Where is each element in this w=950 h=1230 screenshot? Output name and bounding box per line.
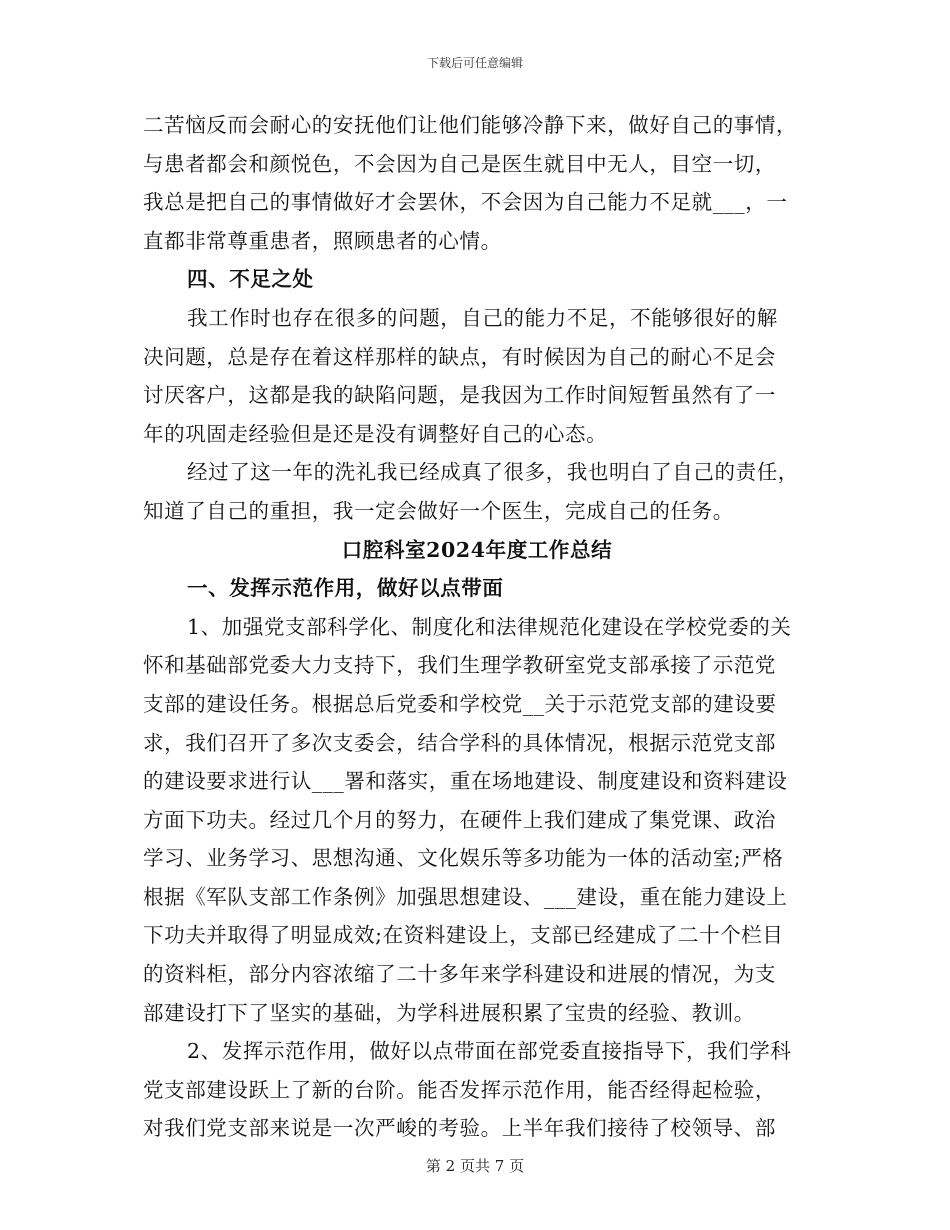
paragraph xyxy=(143,299,811,453)
text-line: 经过了这一年的洗礼我已经成真了很多，我也明白了自己的责任， xyxy=(187,460,799,485)
text-line: 支部的建设任务。根据总后党委和学校党__关于示范党支部的建设要 xyxy=(143,691,777,716)
document-body xyxy=(143,106,811,1148)
text-line: 学习、业务学习、思想沟通、文化娱乐等多功能为一体的活动室;严格 xyxy=(143,846,784,871)
text-line: 我工作时也存在很多的问题，自己的能力不足，不能够很好的解 xyxy=(187,305,778,330)
paragraph xyxy=(143,1032,811,1148)
text-line: 下功夫并取得了明显成效;在资料建设上，支部已经建成了二十个栏目 xyxy=(143,923,784,948)
text-line: 方面下功夫。经过几个月的努力，在硬件上我们建成了集党课、政治 xyxy=(143,807,776,832)
text-line: 党支部建设跃上了新的台阶。能否发挥示范作用，能否经得起检验， xyxy=(143,1077,776,1102)
text-line: 直都非常尊重患者，照顾患者的心情。 xyxy=(143,228,502,253)
section-heading xyxy=(143,569,811,608)
text-line: 讨厌客户，这都是我的缺陷问题，是我因为工作时间短暂虽然有了一 xyxy=(143,383,776,408)
text-line: 1、加强党支部科学化、制度化和法律规范化建设在学校党委的关 xyxy=(187,614,792,639)
document-title xyxy=(143,531,811,570)
text-line: 四、不足之处 xyxy=(187,267,314,292)
section-heading xyxy=(143,260,811,299)
page-footer: 第 2 页共 7 页 xyxy=(425,1157,525,1175)
text-line: 的建设要求进行认___署和落实，重在场地建设、制度建设和资料建设 xyxy=(143,769,788,794)
text-line: 部建设打下了坚实的基础，为学科进展积累了宝贵的经验、教训。 xyxy=(143,1000,755,1025)
text-line: 一、发挥示范作用，做好以点带面 xyxy=(187,576,504,601)
text-line: 年的巩固走经验但是还是没有调整好自己的心态。 xyxy=(143,421,608,446)
text-line: 与患者都会和颜悦色，不会因为自己是医生就目中无人，目空一切， xyxy=(143,151,776,176)
text-line: 的资料柜，部分内容浓缩了二十多年来学科建设和进展的情况，为支 xyxy=(143,962,776,987)
text-line: 2、发挥示范作用，做好以点带面在部党委直接指导下，我们学科 xyxy=(187,1039,792,1064)
paragraph xyxy=(143,106,811,260)
paragraph xyxy=(143,608,811,1033)
text-line: 二苦恼反而会耐心的安抚他们让他们能够冷静下来，做好自己的事情， xyxy=(143,113,798,137)
text-line: 求，我们召开了多次支委会，结合学科的具体情况，根据示范党支部 xyxy=(143,730,776,755)
paragraph xyxy=(143,453,811,530)
text-line: 怀和基础部党委大力支持下，我们生理学教研室党支部承接了示范党 xyxy=(143,653,776,678)
text-line: 知道了自己的重担，我一定会做好一个医生，完成自己的任务。 xyxy=(143,498,734,523)
text-line: 我总是把自己的事情做好才会罢休，不会因为自己能力不足就___，一 xyxy=(143,190,788,215)
text-line: 对我们党支部来说是一次严峻的考验。上半年我们接待了校领导、部 xyxy=(143,1116,776,1141)
text-line: 口腔科室2024年度工作总结 xyxy=(341,537,613,562)
page-header: 下载后可任意编辑 xyxy=(426,56,523,70)
text-line: 决问题，总是存在着这样那样的缺点，有时候因为自己的耐心不足会 xyxy=(143,344,776,369)
text-line: 根据《军队支部工作条例》加强思想建设、___建设，重在能力建设上 xyxy=(143,884,788,909)
